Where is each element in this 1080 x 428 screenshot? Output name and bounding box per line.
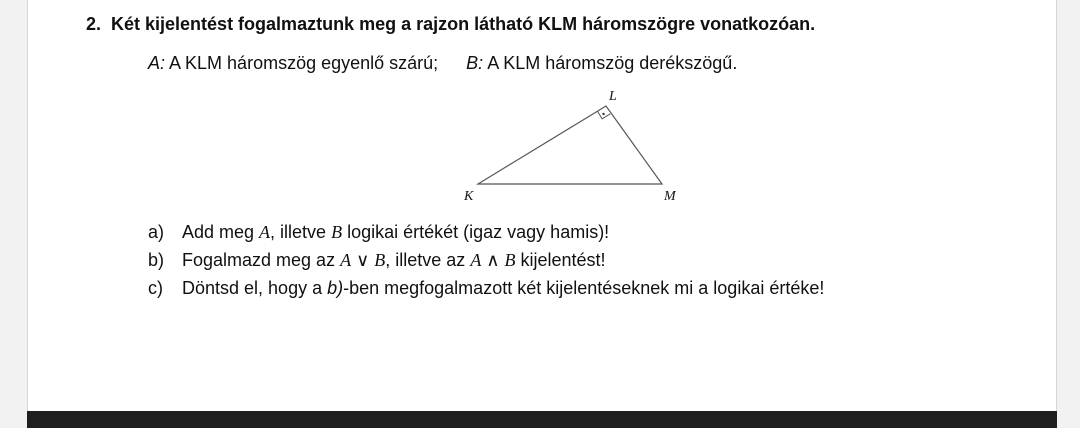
statement-a: [148, 53, 438, 73]
problem-title: Két kijelentést fogalmaztunk meg a rajzon látható KLM háromszögre vonatkozóan.: [111, 14, 816, 34]
statement-b: [466, 53, 737, 73]
bottom-bar: [27, 411, 1057, 428]
task-b-and-operator: ∧: [481, 250, 505, 270]
task-b-var-a1: A: [340, 250, 352, 270]
task-c-text-1: Döntsd el, hogy a: [182, 278, 328, 298]
statement-a-text: A KLM háromszög egyenlő szárú;: [165, 53, 439, 73]
task-c-reference: b): [327, 278, 344, 298]
task-b-var-b2: B: [504, 250, 516, 270]
task-a-var-a: A: [259, 222, 271, 242]
clipped-previous-line: [148, 0, 153, 12]
task-b-marker: b): [148, 250, 165, 270]
task-b: [148, 250, 824, 278]
task-b-text-2: , illetve az: [385, 250, 471, 270]
task-c-marker: c): [148, 278, 163, 298]
task-a-text-3: logikai értékét (igaz vagy hamis)!: [342, 222, 610, 242]
triangle-figure: [426, 84, 686, 213]
task-a-var-b: B: [331, 222, 343, 242]
task-b-text-3: kijelentést!: [515, 250, 606, 270]
statements-line: [148, 53, 737, 74]
vertex-label-k: K: [464, 189, 474, 204]
task-b-text-1: Fogalmazd meg az: [182, 250, 341, 270]
task-a-text-2: , illetve: [270, 222, 332, 242]
task-b-var-b1: B: [374, 250, 386, 270]
task-a: [148, 222, 824, 250]
task-list: [148, 222, 824, 306]
statement-a-label: A:: [148, 53, 166, 73]
task-a-text-1: Add meg: [182, 222, 260, 242]
triangle-diagram: [426, 84, 686, 208]
statement-b-text: A KLM háromszög derékszögű.: [483, 53, 738, 73]
document-page: [27, 0, 1057, 412]
task-b-var-a2: A: [470, 250, 482, 270]
task-c: [148, 278, 824, 306]
vertex-label-l: L: [609, 89, 617, 104]
problem-number: 2.: [86, 14, 102, 34]
problem-heading: [86, 14, 815, 35]
triangle-klm: [478, 106, 662, 184]
right-angle-dot: [602, 113, 604, 115]
task-b-or-operator: ∨: [351, 250, 375, 270]
vertex-label-m: M: [664, 189, 676, 204]
statement-b-label: B:: [466, 53, 484, 73]
task-a-marker: a): [148, 222, 165, 242]
task-c-text-2: -ben megfogalmazott két kijelentéseknek mi a logikai értéke!: [343, 278, 825, 298]
